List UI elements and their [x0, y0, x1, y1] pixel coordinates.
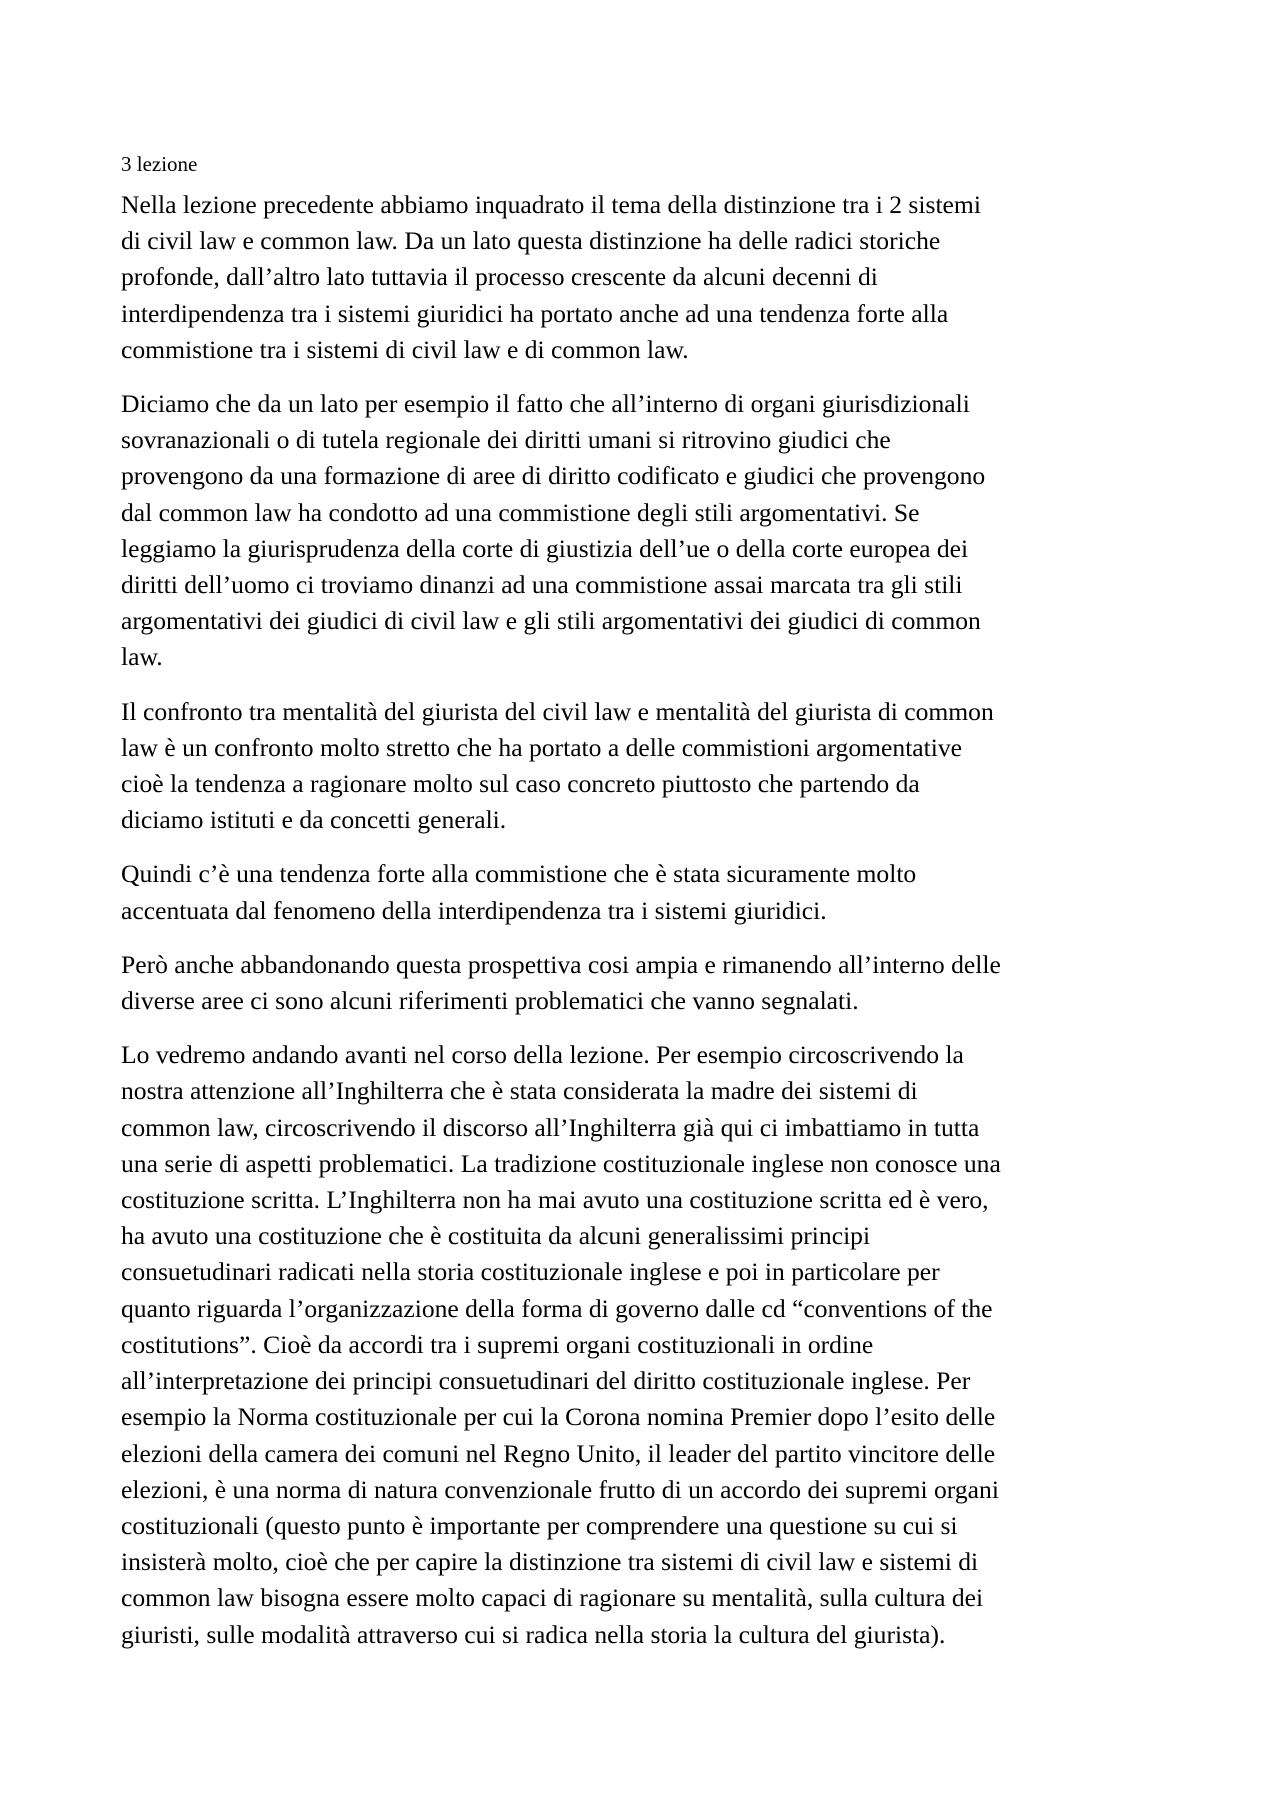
text-line: elezioni, è una norma di natura convenzionale frutto di un accordo dei supremi organi	[121, 1474, 999, 1504]
text-line: Però anche abbandonando questa prospettiva cosi ampia e rimanendo all’interno delle	[121, 949, 1001, 979]
text-line: provengono da una formazione di aree di diritto codificato e giudici che provengono	[121, 461, 986, 491]
text-line: commistione tra i sistemi di civil law e di common law.	[121, 334, 689, 364]
text-line: law è un confronto molto stretto che ha portato a delle commistioni argomentative	[121, 732, 963, 762]
paragraph-6	[121, 1037, 1181, 1652]
text-line: common law bisogna essere molto capaci di ragionare su mentalità, sulla cultura dei	[121, 1583, 984, 1613]
text-line: elezioni della camera dei comuni nel Regno Unito, il leader del partito vincitore delle	[121, 1438, 996, 1468]
text-line: Il confronto tra mentalità del giurista del civil law e mentalità del giurista di common	[121, 696, 994, 726]
text-line: Lo vedremo andando avanti nel corso della lezione. Per esempio circoscrivendo la	[121, 1040, 964, 1070]
text-line: diverse aree ci sono alcuni riferimenti problematici che vanno segnalati.	[121, 986, 859, 1016]
text-line: esempio la Norma costituzionale per cui la Corona nomina Premier dopo l’esito delle	[121, 1402, 996, 1432]
paragraph-3	[121, 694, 1181, 839]
text-line: una serie di aspetti problematici. La tradizione costituzionale inglese non conosce una	[121, 1148, 1001, 1178]
text-line: law.	[121, 642, 163, 672]
document-body	[121, 150, 1181, 1671]
text-line: dal common law ha condotto ad una commistione degli stili argomentativi. Se	[121, 497, 920, 527]
text-line: costituzione scritta. L’Inghilterra non ha mai avuto una costituzione scritta ed è vero,	[121, 1185, 989, 1215]
text-line: insisterà molto, cioè che per capire la distinzione tra sistemi di civil law e sistemi di	[121, 1547, 979, 1577]
text-line: diciamo istituti e da concetti generali.	[121, 805, 507, 835]
text-line: nostra attenzione all’Inghilterra che è stata considerata la madre dei sistemi di	[121, 1076, 918, 1106]
text-line: common law, circoscrivendo il discorso all’Inghilterra già qui ci imbattiamo in tutta	[121, 1112, 980, 1142]
text-line: quanto riguarda l’organizzazione della forma di governo dalle cd “conventions of the	[121, 1293, 993, 1323]
paragraph-2	[121, 386, 1181, 676]
text-line: interdipendenza tra i sistemi giuridici ha portato anche ad una tendenza forte alla	[121, 298, 949, 328]
text-line: giuristi, sulle modalità attraverso cui si radica nella storia la cultura del giurista).	[121, 1619, 946, 1649]
text-line: leggiamo la giurisprudenza della corte di giustizia dell’ue o della corte europea dei	[121, 533, 969, 563]
text-line: accentuata dal fenomeno della interdipendenza tra i sistemi giuridici.	[121, 895, 827, 925]
text-line: di civil law e common law. Da un lato questa distinzione ha delle radici storiche	[121, 226, 941, 256]
text-line: profonde, dall’altro lato tuttavia il processo crescente da alcuni decenni di	[121, 262, 878, 292]
text-line: ha avuto una costituzione che è costituita da alcuni generalissimi principi	[121, 1221, 871, 1251]
text-line: costituzionali (questo punto è importante per comprendere una questione su cui si	[121, 1510, 958, 1540]
text-line: diritti dell’uomo ci troviamo dinanzi ad una commistione assai marcata tra gli stili	[121, 570, 963, 600]
paragraph-5	[121, 947, 1181, 1019]
text-line: consuetudinari radicati nella storia costituzionale inglese e poi in particolare per	[121, 1257, 940, 1287]
text-line: Nella lezione precedente abbiamo inquadrato il tema della distinzione tra i 2 sistemi	[121, 190, 981, 219]
lesson-heading: 3 lezione	[121, 152, 198, 176]
text-line: costitutions”. Cioè da accordi tra i supremi organi costituzionali in ordine	[121, 1329, 874, 1359]
text-line: all’interpretazione dei principi consuetudinari del diritto costituzionale inglese. Per	[121, 1366, 971, 1396]
text-line: Diciamo che da un lato per esempio il fatto che all’interno di organi giurisdizionali	[121, 389, 970, 419]
text-line: argomentativi dei giudici di civil law e gli stili argomentativi dei giudici di common	[121, 606, 981, 636]
paragraph-4	[121, 856, 1181, 928]
paragraph-1	[121, 187, 1181, 368]
text-line: Quindi c’è una tendenza forte alla commistione che è stata sicuramente molto	[121, 859, 917, 889]
text-line: sovranazionali o di tutela regionale dei diritti umani si ritrovino giudici che	[121, 425, 891, 455]
text-line: cioè la tendenza a ragionare molto sul caso concreto piuttosto che partendo da	[121, 769, 920, 799]
